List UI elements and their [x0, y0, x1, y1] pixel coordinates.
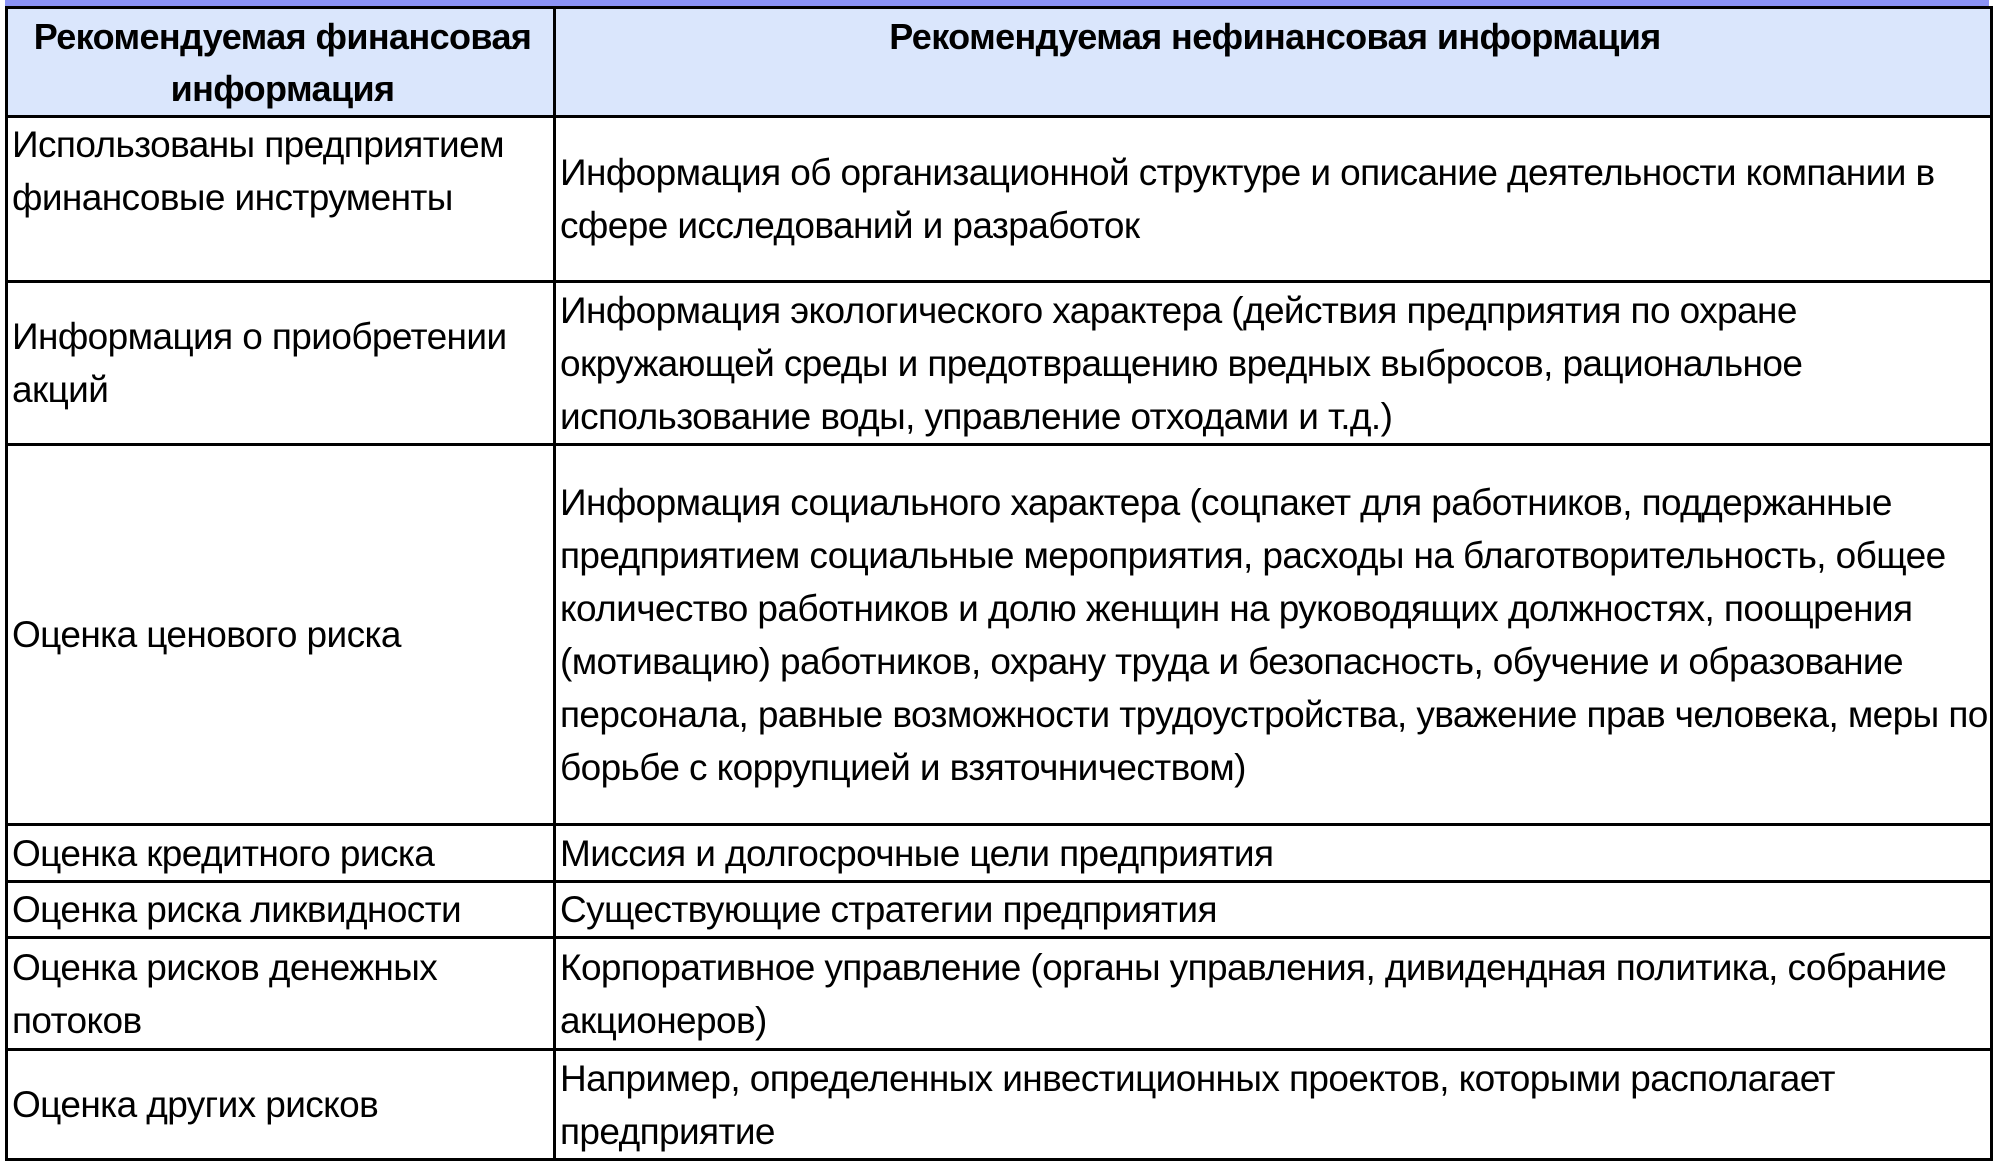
cell-financial: Оценка других рисков [7, 1050, 555, 1160]
table-row [7, 938, 1992, 1050]
header-financial: Рекомендуемая финансовая информация [7, 8, 555, 117]
table-row [7, 445, 1992, 825]
table-row [7, 825, 1992, 882]
cell-financial: Оценка риска ликвидности [7, 882, 555, 938]
cell-financial: Оценка кредитного риска [7, 825, 555, 882]
info-table [5, 6, 1993, 1161]
cell-nonfinancial: Существующие стратегии предприятия [555, 882, 1992, 938]
cell-nonfinancial: Информация социального характера (соцпакет для работников, поддержанные предприятием социальные мероприятия, расходы на благотворительность, общее количество работников и долю женщин на руководящих должностях, поощрения (мотивацию) работников, охрану труда и безопасность, обучение и образование персонала, равные возможности трудоустройства, уважение прав человека, меры по борьбе с коррупцией и взяточничеством) [555, 445, 1992, 825]
cell-financial: Оценка рисков денежных потоков [7, 938, 555, 1050]
cell-nonfinancial: Миссия и долгосрочные цели предприятия [555, 825, 1992, 882]
table-row [7, 117, 1992, 282]
cell-nonfinancial: Информация об организационной структуре и описание деятельности компании в сфере исследований и разработок [555, 117, 1992, 282]
table-row [7, 882, 1992, 938]
cell-financial: Оценка ценового риска [7, 445, 555, 825]
cell-nonfinancial: Информация экологического характера (действия предприятия по охране окружающей среды и предотвращению вредных выбросов, рациональное использование воды, управление отходами и т.д.) [555, 282, 1992, 445]
cell-nonfinancial: Корпоративное управление (органы управления, дивидендная политика, собрание акционеров) [555, 938, 1992, 1050]
table-row [7, 282, 1992, 445]
cell-nonfinancial: Например, определенных инвестиционных проектов, которыми располагает предприятие [555, 1050, 1992, 1160]
cell-financial: Информация о приобретении акций [7, 282, 555, 445]
table-header-row [7, 8, 1992, 117]
header-nonfinancial: Рекомендуемая нефинансовая информация [555, 8, 1992, 117]
table-row [7, 1050, 1992, 1160]
cell-financial: Использованы предприятием финансовые инструменты [7, 117, 555, 282]
